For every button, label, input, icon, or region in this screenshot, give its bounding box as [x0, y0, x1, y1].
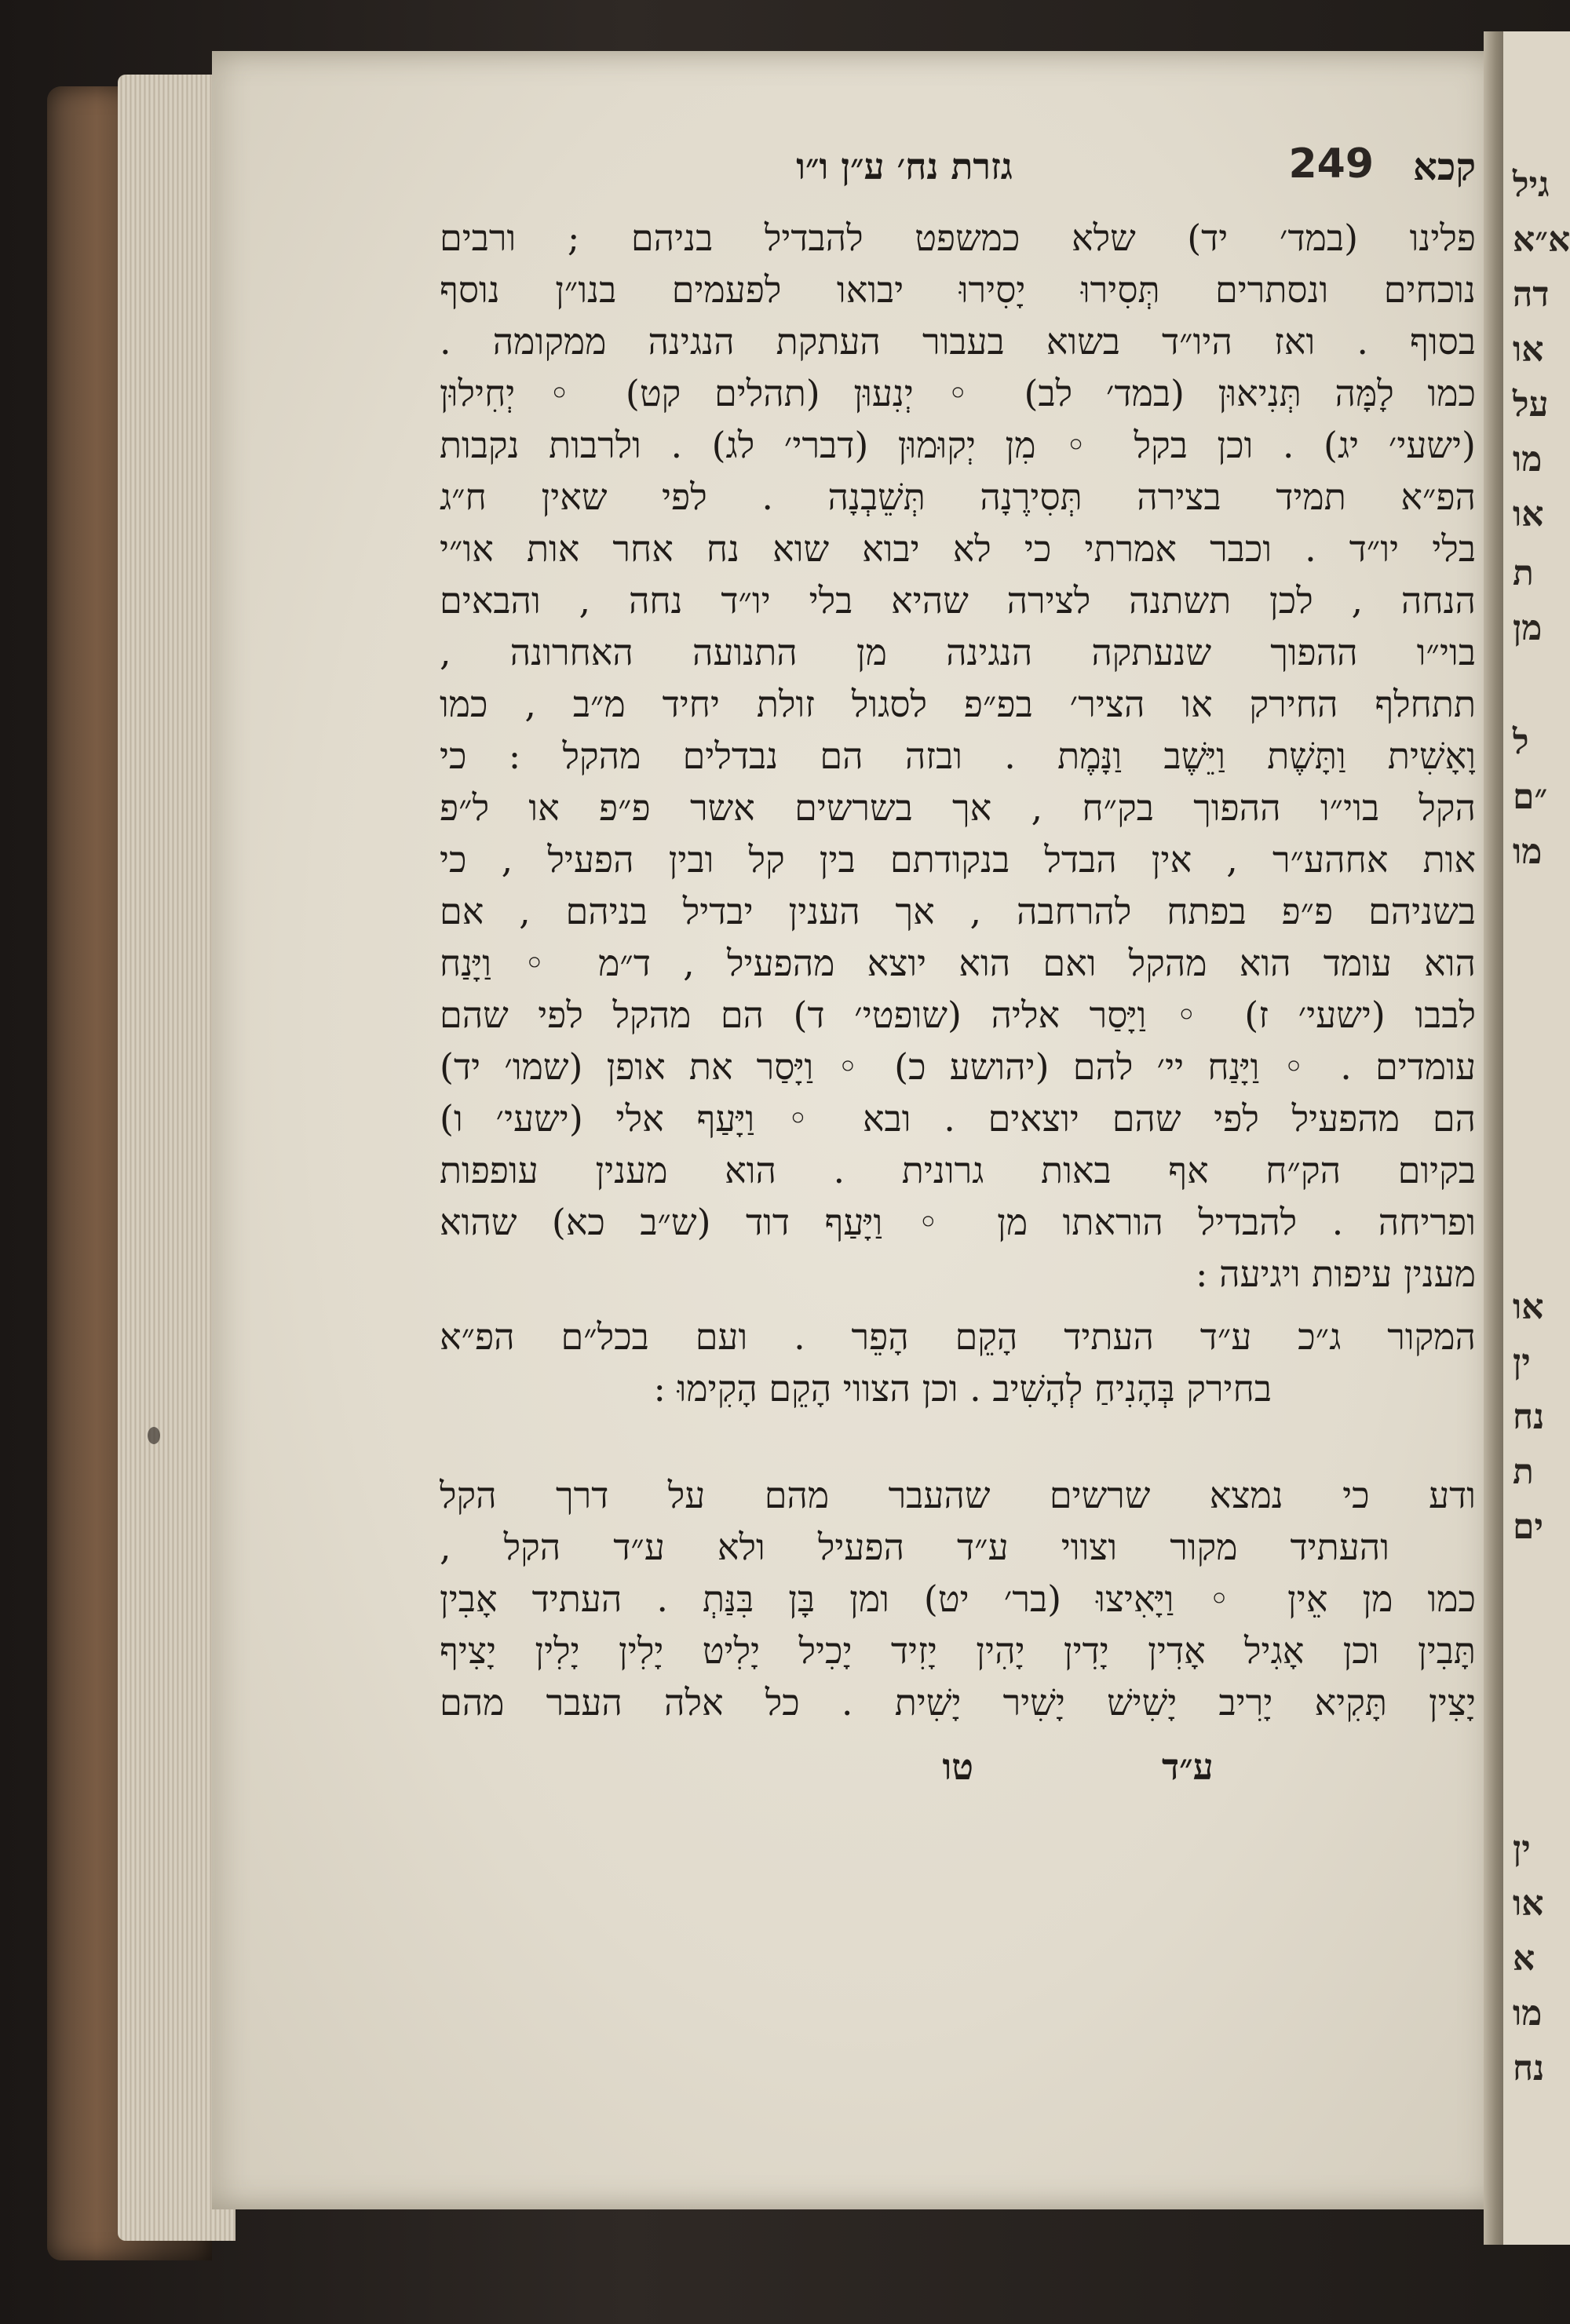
text-line: וָאָשִׁית וַתָּשֶׁת וַיֵּשֶׁב וַנָּמֶת . ובזה הם נבדלים מהקל : כי: [440, 735, 1476, 777]
facing-page-text: או: [1513, 1287, 1544, 1327]
folio-number: קכא: [1413, 145, 1476, 189]
text-line: כמו לָמָּה תְּנִיאוּן (במד׳ לב) ◦ יְנִעוּן (תהלים קט) ◦ יְחִילוּן: [440, 372, 1476, 414]
section-line: והעתיד מקור וצווי ע״ד הפעיל ולא ע״ד הקל ,: [440, 1526, 1389, 1568]
facing-page-text: מו: [1513, 440, 1543, 480]
text-line: לבבו (ישעי׳ ז) ◦ וַיָּסַר אליה (שופטי׳ ד) הם מהקל לפי שהם: [440, 994, 1476, 1036]
facing-page-fragment: [1503, 31, 1570, 2245]
facing-page-text: מן: [1513, 608, 1543, 648]
text-line: בלי יו״ד . וכבר אמרתי כי לא יבוא שוא נח אחר אות או״י: [440, 527, 1476, 570]
text-line: הקל בוי״ו ההפוך בק״ח , אך בשרשים אשר פ״פ או ל״פ: [440, 786, 1476, 829]
catchword: ע״ד: [1162, 1746, 1214, 1788]
facing-page-text: נח: [1513, 2049, 1545, 2089]
text-line: ופריחה . להבדיל הוראתו מן ◦ וַיָּעַף דוד (ש״ב כא) שהוא: [440, 1201, 1476, 1243]
facing-page-text: ת: [1513, 1452, 1534, 1492]
text-line: אות אחהע״ר , אין הבדל בנקודתם בין קל ובין הפעיל , כי: [440, 838, 1476, 881]
facing-page-text: או: [1513, 330, 1544, 370]
page-footer: [440, 1746, 1476, 1808]
signature-mark: טו: [942, 1746, 973, 1788]
facing-page-text: ת: [1513, 553, 1534, 593]
text-line: פלינו (במד׳ יד) שלא כמשפט להבדיל בניהם ; ורבים: [440, 217, 1476, 259]
note-line: המקור ג״כ ע״ד העתיד הָקֵם הָפֵר . ועם בכל״ם הפ״א: [440, 1315, 1476, 1358]
facing-page-text: או: [1513, 1884, 1544, 1924]
facing-page-text: ים: [1513, 1507, 1543, 1547]
text-line: בוי״ו ההפוך שנעתקה הנגינה מן התנועה האחרונה ,: [440, 631, 1476, 673]
text-line: מענין עיפות ויגיעה :: [1196, 1253, 1476, 1295]
note-line: בחירק בְּהָנִיחַ לְהָשִׁיב . וכן הצווי הָקֵם הָקִימוּ :: [653, 1367, 1272, 1410]
page-header: [440, 140, 1476, 212]
section-line: תָּבִין וכן אָגִיל אָדִין יָדִין יָהִין יָזִיד יָכִיל יָלִיט יָלִין יָלִין יָצִיף: [440, 1629, 1476, 1672]
facing-page-text: ין: [1513, 1829, 1531, 1869]
facing-page-text: גיל: [1513, 165, 1550, 205]
handwritten-page-number: 249: [1288, 140, 1374, 188]
facing-page-text: מו: [1513, 1994, 1543, 2034]
facing-page-text: מו: [1513, 832, 1543, 872]
ink-spot: [148, 1427, 160, 1444]
text-line: תתחלף החירק או הציר׳ בפ״פ לסגול זולת יחיד מ״ב , כמו: [440, 683, 1476, 725]
text-line: הנחה , לכן תשתנה לצירה שהיא בלי יו״ד נחה , והבאים: [440, 579, 1476, 622]
facing-page-text: על: [1513, 385, 1549, 425]
running-title: גזרת נח׳ ע״ן ו״ו: [796, 145, 1013, 188]
section-line: ודע כי נמצא שרשים שהעבר מהם על דרך הקל: [440, 1474, 1476, 1516]
spacer: [440, 1414, 1476, 1469]
facing-page-text: או: [1513, 494, 1544, 534]
facing-page-text: א: [1513, 1939, 1535, 1979]
facing-page-text: דה: [1513, 275, 1550, 315]
text-line: הפ״א תמיד בצירה תְּסִירֶנָה תְּשֵׁבְנָה . לפי שאין ח״ג: [440, 476, 1476, 518]
text-line: בקיום הק״ח אף באות גרונית . הוא מענין עופפות: [440, 1149, 1476, 1191]
note-paragraph: [440, 1311, 1476, 1414]
facing-page-text: ל: [1513, 722, 1529, 762]
text-line: הם מהפעיל לפי שהם יוצאים . ובא ◦ וַיָּעַף אלי (ישעי׳ ו): [440, 1097, 1476, 1140]
facing-page-text: א״א: [1513, 220, 1570, 260]
section-line: כמו מן אֵין ◦ וַיָּאִיצוּ (בר׳ יט) ומן בָּן בִּנַּתְ . העתיד אָבִין: [440, 1578, 1476, 1620]
text-line: נוכחים ונסתרים תְּסִירוּ יָסִירוּ יבואו לפעמים בנו״ן נוסף: [440, 268, 1476, 311]
text-line: בשניהם פ״פ בפתח להרחבה , אך הענין יבדיל בניהם , אם: [440, 890, 1476, 932]
text-line: (ישעי׳ יג) . וכן בקל ◦ מִן יְקוּמוּן (דברי׳ לג) . ולרבות נקבות: [440, 424, 1476, 466]
text-line: הוא עומד הוא מהקל ואם הוא יוצא מהפעיל , ד״מ ◦ וַיָּנַח: [440, 942, 1476, 984]
facing-page-text: נח: [1513, 1397, 1545, 1437]
main-paragraph: [440, 212, 1476, 1300]
spacer: [440, 1300, 1476, 1311]
section-line: יָצִין תָּקִיא יָרִיב יָשִׁישׁ יָשִׁיר יָשִׁית . כל אלה העבר מהם: [440, 1681, 1476, 1724]
facing-page-text: ״ם: [1513, 777, 1548, 817]
page-text-block: [440, 140, 1476, 1808]
text-line: בסוף . ואז היו״ד בשוא בעבור העתקת הנגינה ממקומה .: [440, 320, 1476, 363]
text-line: עומדים . ◦ וַיָּנַח יי׳ להם (יהושע כ) ◦ וַיָּסַר את אופן (שמו׳ יד): [440, 1045, 1476, 1088]
facing-page-text: ין: [1513, 1342, 1531, 1382]
section-paragraph: [440, 1469, 1476, 1728]
